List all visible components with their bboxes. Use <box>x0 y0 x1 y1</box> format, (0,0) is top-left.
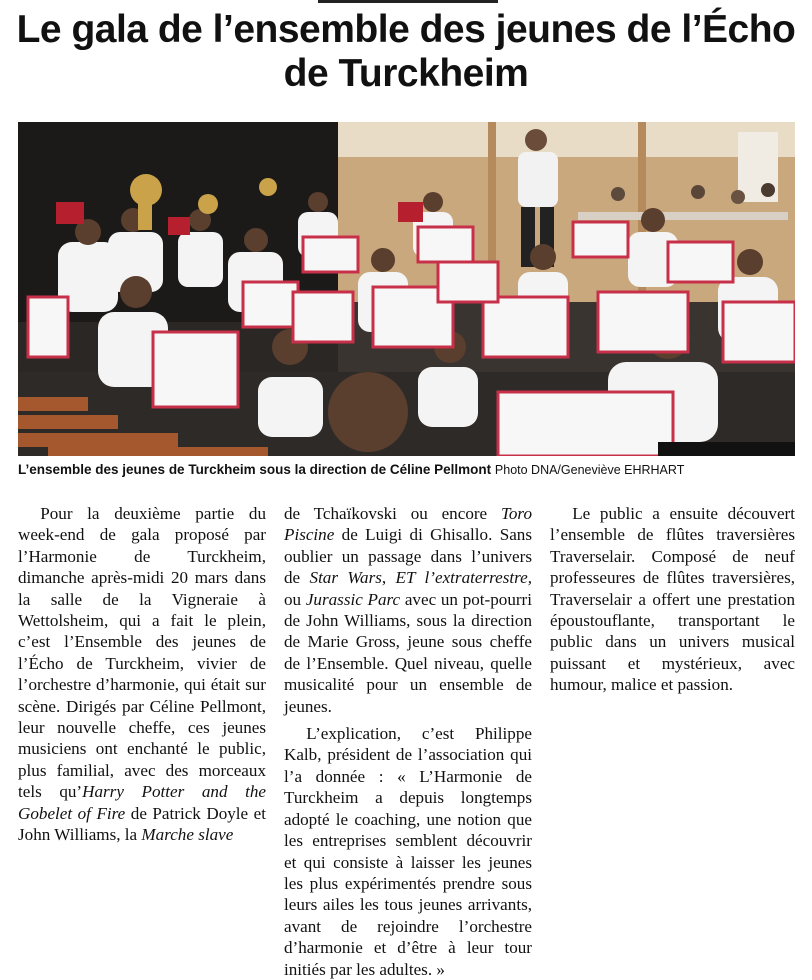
article-column-3 <box>550 503 795 696</box>
top-rule <box>318 0 498 3</box>
p1-title-star-wars: Star Wars <box>309 568 382 588</box>
paragraph-2: L’explication, c’est Philippe Kalb, président de l’association qui l’a donnée : « L’Harmonie de Turckheim a depuis longtemps adopté le coaching, une notion que les entreprises semblent découvrir et qui consiste à laisser les jeunes les plus expérimentés prendre sous leurs ailes les tous jeunes arrivants, avant de rejoindre l’orchestre d’harmonie et d’être à leur tour initiés par les adultes. » <box>284 724 532 979</box>
article-photo <box>18 122 795 456</box>
article-column-1 <box>18 503 266 846</box>
p1-text-3: de Tchaïkovski ou encore <box>284 504 501 523</box>
p1-text-7: avec un pot-pourri de John Williams, sous la direction de Marie Gross, jeune sous cheffe de l’Ensemble. Quel niveau, quelle musicalité pour un ensemble de jeunes. <box>284 589 532 716</box>
paragraph-1-cont <box>284 503 532 717</box>
p1-title-marche-slave: Marche slave <box>141 825 234 845</box>
article-column-2 <box>284 503 532 980</box>
p1-text-1: Pour la deuxième partie du week-end de gala proposé par l’Harmonie de Turckheim, dimanche après-midi 20 mars dans la salle de la Vigneraie à Wettolsheim, qui a fait le plein, c’est l’Ensemble des jeunes de l’Écho de Turckheim, vivier de l’orchestre d’harmonie, qui était sur scène. Dirigés par Céline Pellmont, leur nouvelle cheffe, ces jeunes musiciens ont enchanté le public, plus familial, avec des morceaux tels qu’ <box>18 504 266 802</box>
p1-title-jurassic-parc: Jurassic Parc <box>305 589 401 609</box>
p1-text-6: ou <box>284 589 306 609</box>
photo-caption <box>18 461 798 479</box>
p1-text-4: de Luigi di Ghisallo. Sans oublier un passage dans l’univers de <box>284 525 532 588</box>
headline: Le gala de l’ensemble des jeunes de l’Écho de Turckheim <box>16 8 796 95</box>
paragraph-1 <box>18 503 266 846</box>
p1-text-5: , <box>381 568 396 588</box>
p1-text-2: de Patrick Doyle et John Williams, la <box>18 803 266 845</box>
p1-title-toro-piscine: Toro Piscine <box>284 504 532 545</box>
caption-text: L’ensemble des jeunes de Turckheim sous la direction de Céline Pellmont <box>18 462 492 477</box>
photo-illustration <box>18 122 795 456</box>
photo-credit: Photo DNA/Geneviève EHRHART <box>494 463 685 477</box>
p1-title-et: ET l’extraterrestre, <box>395 568 532 588</box>
p1-title-harry-potter: Harry Potter and the Gobelet of Fire <box>18 782 266 823</box>
paragraph-3: Le public a ensuite découvert l’ensemble de flûtes traversières Traverselair. Composé de neuf professeures de flûtes traversières, Traverselair a offert une prestation époustouflante, transportant le public dans un univers musical puissant et mystérieux, avec humour, malice et passion. <box>550 504 795 695</box>
